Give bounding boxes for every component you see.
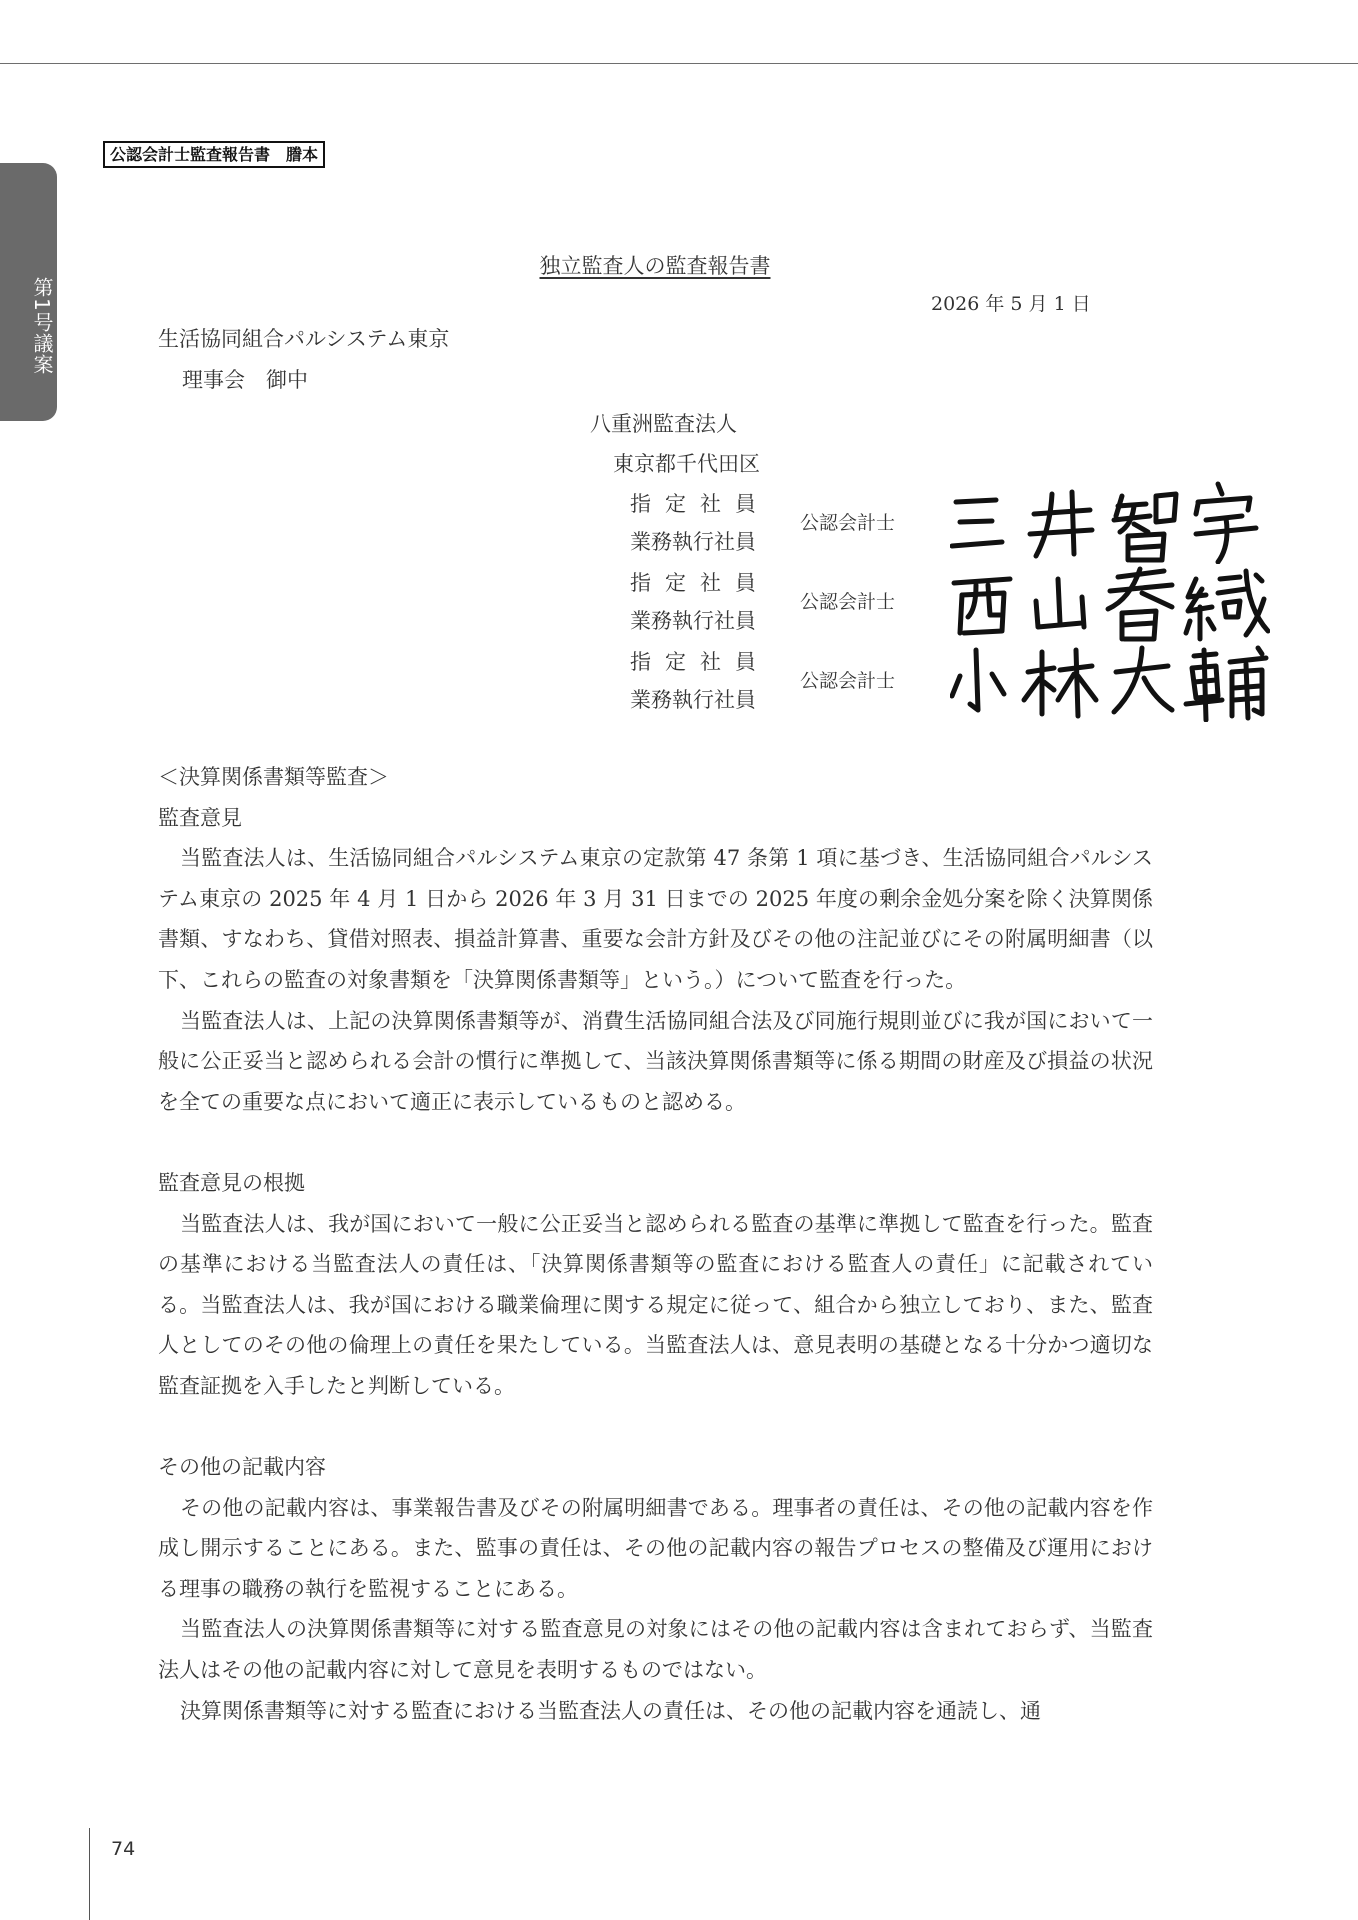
other-info-paragraph: その他の記載内容は、事業報告書及びその附属明細書である。理事者の責任は、その他の記載内容を作成し開示することにある。また、監事の責任は、その他の記載内容の報告プロセスの整備及び運用における理事の職務の執行を監視することにある。 xyxy=(158,1495,1153,1601)
signer-block xyxy=(630,646,1280,724)
opinion-paragraph: 当監査法人は、上記の決算関係書類等が、消費生活協同組合法及び同施行規則並びに我が国において一般に公正妥当と認められる会計の慣行に準拠して、当該決算関係書類等に係る期間の財産及び損益の状況を全ての重要な点において適正に表示しているものと認める。 xyxy=(158,1008,1153,1114)
addressee xyxy=(158,326,449,408)
handwritten-signature xyxy=(950,559,1270,643)
signer-role-designated: 指定社員 xyxy=(630,492,770,516)
section-heading: ＜決算関係書類等監査＞ xyxy=(158,765,389,789)
other-info-paragraph: 当監査法人の決算関係書類等に対する監査意見の対象にはその他の記載内容は含まれておらず、当監査法人はその他の記載内容に対して意見を表明するものではない。 xyxy=(158,1617,1153,1683)
side-tab-label: 第1号議案 xyxy=(30,277,54,375)
audit-firm-address: 東京都千代田区 xyxy=(613,452,760,476)
document-title: 独立監査人の監査報告書 xyxy=(539,254,771,278)
addressee-organization: 生活協同組合パルシステム東京 xyxy=(158,327,450,351)
other-info-paragraph: 決算関係書類等に対する監査における当監査法人の責任は、その他の記載内容を通読し、通 xyxy=(180,1698,1041,1723)
other-info-heading: その他の記載内容 xyxy=(158,1455,326,1480)
signer-role-executive: 業務執行社員 xyxy=(630,530,756,554)
signer-role-designated: 指定社員 xyxy=(630,650,770,674)
certified-copy-label: 公認会計士監査報告書 謄本 xyxy=(103,141,325,168)
handwritten-signature xyxy=(950,480,1270,564)
opinion-paragraph: 当監査法人は、生活協同組合パルシステム東京の定款第 47 条第 1 項に基づき、生活協同組合パルシステム東京の 2025 年 4 月 1 日から 2026 年 3 月 31 日までの 2025 年度の剰余金処分案を除く決算関係書類、すなわち、貸借対照表、損益計算書、重要な会計方針及びその他の注記並びにその附属明細書（以下、これらの監査の対象書類を「決算関係書類等」という。）について監査を行った。 xyxy=(158,846,1153,992)
addressee-board: 理事会 御中 xyxy=(182,368,308,392)
audit-firm-name: 八重洲監査法人 xyxy=(590,412,737,436)
signer-role-designated: 指定社員 xyxy=(630,571,770,595)
basis-heading: 監査意見の根拠 xyxy=(158,1170,305,1195)
signer-cpa-title: 公認会計士 xyxy=(800,512,896,534)
paragraph-gap xyxy=(158,1407,1153,1448)
paragraph-gap xyxy=(158,1122,1153,1163)
page-number: 74 xyxy=(111,1838,136,1860)
signer-cpa-title: 公認会計士 xyxy=(800,591,896,613)
signer-block xyxy=(630,488,1280,566)
signer-role-executive: 業務執行社員 xyxy=(630,609,756,633)
basis-paragraph: 当監査法人は、我が国において一般に公正妥当と認められる監査の基準に準拠して監査を行った。監査の基準における当監査法人の責任は、「決算関係書類等の監査における監査人の責任」に記載されている。当監査法人は、我が国における職業倫理に関する規定に従って、組合から独立しており、また、監査人としてのその他の倫理上の責任を果たしている。当監査法人は、意見表明の基礎となる十分かつ適切な監査証拠を入手したと判断している。 xyxy=(158,1211,1153,1398)
footer-rule xyxy=(89,1828,90,1920)
signer-role-executive: 業務執行社員 xyxy=(630,688,756,712)
top-rule xyxy=(0,63,1358,64)
opinion-heading: 監査意見 xyxy=(158,805,242,830)
handwritten-signature xyxy=(950,638,1270,722)
signer-block xyxy=(630,567,1280,645)
report-body xyxy=(158,757,1153,1731)
side-tab xyxy=(0,163,57,421)
signer-cpa-title: 公認会計士 xyxy=(800,670,896,692)
document-date: 2026 年 5 月 1 日 xyxy=(931,293,1091,315)
